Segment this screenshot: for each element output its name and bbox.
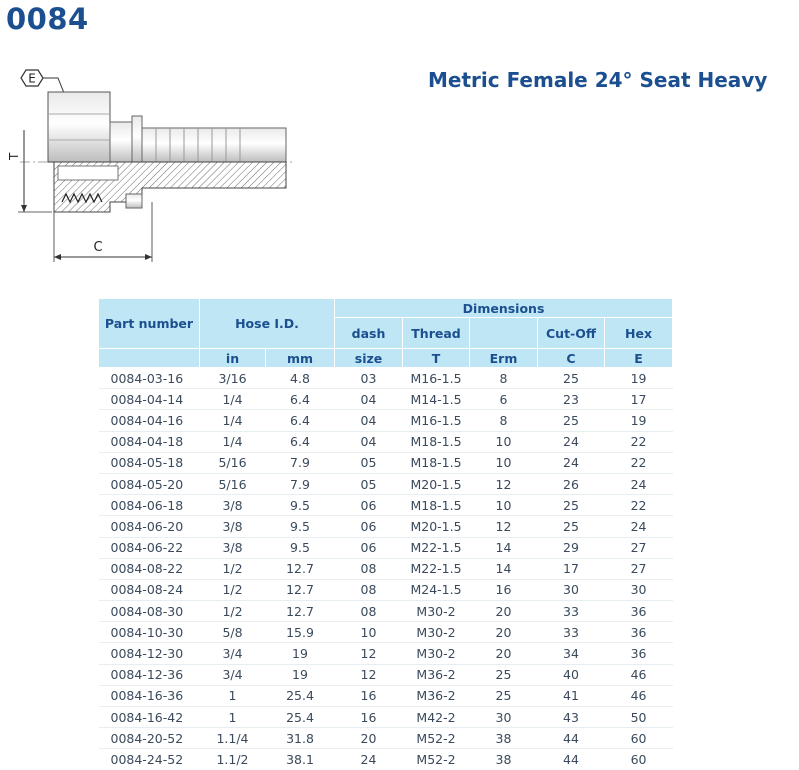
- header-part-number: Part number: [99, 299, 200, 349]
- thread-cell: M22-1.5: [403, 558, 470, 579]
- part-number-cell: 0084-16-36: [99, 685, 200, 706]
- hex-cell: 46: [605, 685, 673, 706]
- dash-size-cell: 06: [335, 537, 403, 558]
- hex-cell: 36: [605, 622, 673, 643]
- erm-cell: 25: [470, 664, 538, 685]
- thread-cell: M42-2: [403, 707, 470, 728]
- header-c: C: [538, 349, 605, 368]
- hose-in-cell: 5/16: [200, 473, 266, 494]
- table-row: [99, 431, 673, 452]
- thread-cell: M52-2: [403, 728, 470, 749]
- erm-cell: 10: [470, 431, 538, 452]
- hex-nut: [48, 92, 110, 162]
- dash-size-cell: 04: [335, 389, 403, 410]
- part-number-cell: 0084-08-30: [99, 601, 200, 622]
- part-number-cell: 0084-03-16: [110, 370, 184, 386]
- cutoff-cell: 44: [538, 728, 605, 749]
- table-body: [99, 368, 673, 770]
- hose-in-cell: 3/8: [200, 495, 266, 516]
- hex-cell: 36: [605, 643, 673, 664]
- hex-cell: 17: [605, 389, 673, 410]
- hex-cell: 24: [605, 516, 673, 537]
- hose-mm-cell: 19: [266, 643, 335, 664]
- erm-cell: 20: [470, 622, 538, 643]
- hex-cell: 19: [605, 410, 673, 431]
- hex-cell: 24: [605, 473, 673, 494]
- header-erm: Erm: [470, 349, 538, 368]
- dash-size-cell: 24: [335, 749, 403, 770]
- header-e: E: [605, 349, 673, 368]
- table-row: [99, 664, 673, 685]
- thread-cell: M36-2: [403, 664, 470, 685]
- table-row: [99, 452, 673, 473]
- erm-cell: 14: [470, 558, 538, 579]
- hex-cell: 27: [605, 558, 673, 579]
- thread-cell: M20-1.5: [403, 516, 470, 537]
- dash-size-cell: 06: [335, 495, 403, 516]
- dimension-t: [7, 130, 52, 212]
- hex-cell: 60: [605, 749, 673, 770]
- erm-cell: 14: [470, 537, 538, 558]
- cutoff-cell: 43: [538, 707, 605, 728]
- header-thread: Thread: [403, 318, 470, 349]
- header-blank: [470, 318, 538, 349]
- hex-cell: 19: [630, 370, 647, 386]
- label-t: T: [7, 152, 21, 160]
- table-row: [99, 516, 673, 537]
- hose-in-cell: 1: [200, 685, 266, 706]
- part-number-cell: 0084-10-30: [99, 622, 200, 643]
- header-hose-id: Hose I.D.: [200, 299, 335, 349]
- cutoff-cell: 24: [538, 452, 605, 473]
- hose-mm-cell: 9.5: [266, 516, 335, 537]
- erm-cell: 12: [470, 473, 538, 494]
- hex-cell: 22: [605, 495, 673, 516]
- specification-table: [98, 298, 673, 770]
- product-title: Metric Female 24° Seat Heavy: [428, 68, 768, 92]
- header-dash: dash: [335, 318, 403, 349]
- part-number-cell: 0084-06-22: [99, 537, 200, 558]
- hose-mm-cell: 19: [266, 664, 335, 685]
- table-row: [99, 389, 673, 410]
- hose-in-cell: 1/2: [200, 558, 266, 579]
- header-cutoff: Cut-Off: [538, 318, 605, 349]
- hose-mm-cell: 25.4: [266, 685, 335, 706]
- thread-cell: M20-1.5: [403, 473, 470, 494]
- part-number-cell: 0084-12-30: [99, 643, 200, 664]
- header-mm: mm: [266, 349, 335, 368]
- hose-mm-cell: 12.7: [266, 558, 335, 579]
- table-row: [99, 707, 673, 728]
- header-t: T: [403, 349, 470, 368]
- erm-cell: 8: [470, 410, 538, 431]
- cutoff-cell: 41: [538, 685, 605, 706]
- erm-cell: 10: [470, 495, 538, 516]
- hose-in-cell: 1/4: [200, 431, 266, 452]
- hose-in-cell: 3/8: [200, 537, 266, 558]
- dash-size-cell: 16: [335, 707, 403, 728]
- thread-cell: M52-2: [403, 749, 470, 770]
- dash-size-cell: 12: [335, 664, 403, 685]
- thread-cell: M30-2: [403, 601, 470, 622]
- hex-cell: 36: [605, 601, 673, 622]
- fitting-drawing: [6, 62, 296, 267]
- part-number-cell: 0084-04-18: [99, 431, 200, 452]
- part-number-cell: 0084-16-42: [99, 707, 200, 728]
- hose-in-cell: 1.1/2: [200, 749, 266, 770]
- hose-in-cell: 1.1/4: [200, 728, 266, 749]
- header-hex: Hex: [605, 318, 673, 349]
- hose-in-cell: 3/4: [200, 643, 266, 664]
- hose-mm-cell: 6.4: [266, 431, 335, 452]
- hose-mm-cell: 31.8: [266, 728, 335, 749]
- thread-cell: M30-2: [403, 622, 470, 643]
- cutoff-cell: 33: [538, 622, 605, 643]
- label-c: C: [93, 240, 103, 255]
- hex-cell: 50: [605, 707, 673, 728]
- part-number-cell: 0084-05-20: [99, 473, 200, 494]
- cutoff-cell: 17: [538, 558, 605, 579]
- hose-in-cell: 1/2: [200, 601, 266, 622]
- table-row: [99, 728, 673, 749]
- part-number-cell: 0084-04-16: [99, 410, 200, 431]
- hose-in-cell: 3/4: [200, 664, 266, 685]
- hex-cell: 60: [605, 728, 673, 749]
- part-number-cell: 0084-05-18: [99, 452, 200, 473]
- hex-cell: 27: [605, 537, 673, 558]
- dash-size-cell: 20: [335, 728, 403, 749]
- hose-mm-cell: 15.9: [266, 622, 335, 643]
- section-view: [48, 162, 286, 212]
- table-row: [99, 685, 673, 706]
- table-row: [99, 601, 673, 622]
- table-row: [99, 579, 673, 600]
- dash-size-cell: 04: [335, 410, 403, 431]
- part-number-cell: 0084-06-18: [99, 495, 200, 516]
- part-number-cell: 0084-12-36: [99, 664, 200, 685]
- thread-cell: M30-2: [403, 643, 470, 664]
- table-row: [99, 473, 673, 494]
- erm-cell: 20: [470, 601, 538, 622]
- dash-size-cell: 08: [335, 558, 403, 579]
- part-number-cell: 0084-04-14: [99, 389, 200, 410]
- erm-cell: 10: [470, 452, 538, 473]
- table-row: [99, 537, 673, 558]
- dash-size-cell: 05: [335, 473, 403, 494]
- erm-cell: 8: [499, 370, 508, 386]
- dash-size-cell: 08: [335, 601, 403, 622]
- table-row: [99, 622, 673, 643]
- erm-cell: 38: [470, 728, 538, 749]
- dash-size-cell: 03: [360, 370, 377, 386]
- header-size: size: [335, 349, 403, 368]
- cutoff-cell: 30: [538, 579, 605, 600]
- cutoff-cell: 24: [538, 431, 605, 452]
- header-in: in: [200, 349, 266, 368]
- thread-cell: M18-1.5: [403, 495, 470, 516]
- thread-cell: M16-1.5: [403, 410, 470, 431]
- dash-size-cell: 16: [335, 685, 403, 706]
- thread-cell: M16-1.5: [410, 370, 462, 386]
- header-dimensions: Dimensions: [335, 299, 673, 318]
- hex-cell: 22: [605, 431, 673, 452]
- dash-size-cell: 06: [335, 516, 403, 537]
- part-number-cell: 0084-08-22: [99, 558, 200, 579]
- erm-cell: 20: [470, 643, 538, 664]
- header-part-blank: [99, 349, 200, 368]
- table-row: [99, 558, 673, 579]
- hose-in-cell: 1/2: [200, 579, 266, 600]
- table-row: [99, 410, 673, 431]
- cutoff-cell: 33: [538, 601, 605, 622]
- hose-mm-cell: 7.9: [266, 473, 335, 494]
- erm-cell: 38: [470, 749, 538, 770]
- cutoff-cell: 29: [538, 537, 605, 558]
- hose-mm-cell: 7.9: [266, 452, 335, 473]
- cutoff-cell: 44: [538, 749, 605, 770]
- hose-in-cell: 1/4: [200, 389, 266, 410]
- dash-size-cell: 12: [335, 643, 403, 664]
- table-row: [99, 749, 673, 770]
- fitting-drawing-svg: [6, 62, 296, 267]
- table-row: [99, 368, 673, 389]
- hose-mm-cell: 6.4: [266, 389, 335, 410]
- part-number-cell: 0084-08-24: [99, 579, 200, 600]
- cutoff-cell: 25: [538, 516, 605, 537]
- cutoff-cell: 25: [563, 370, 579, 386]
- dash-size-cell: 10: [335, 622, 403, 643]
- hose-in-cell: 1: [200, 707, 266, 728]
- cutoff-cell: 40: [538, 664, 605, 685]
- dash-size-cell: 05: [335, 452, 403, 473]
- thread-cell: M14-1.5: [403, 389, 470, 410]
- part-number-cell: 0084-06-20: [99, 516, 200, 537]
- hose-in-cell: 3/8: [200, 516, 266, 537]
- hex-cell: 22: [605, 452, 673, 473]
- hex-cell: 30: [605, 579, 673, 600]
- hex-cell: 46: [605, 664, 673, 685]
- hose-mm-cell: 4.8: [290, 370, 310, 386]
- part-number-cell: 0084-24-52: [99, 749, 200, 770]
- hose-mm-cell: 12.7: [266, 579, 335, 600]
- hose-mm-cell: 38.1: [266, 749, 335, 770]
- product-code: 0084: [6, 2, 89, 36]
- hose-mm-cell: 9.5: [266, 495, 335, 516]
- part-number-cell: 0084-20-52: [99, 728, 200, 749]
- hose-mm-cell: 9.5: [266, 537, 335, 558]
- hose-mm-cell: 6.4: [266, 410, 335, 431]
- hose-mm-cell: 25.4: [266, 707, 335, 728]
- cutoff-cell: 25: [538, 410, 605, 431]
- dash-size-cell: 08: [335, 579, 403, 600]
- thread-cell: M18-1.5: [403, 452, 470, 473]
- cutoff-cell: 26: [538, 473, 605, 494]
- table-row: [99, 643, 673, 664]
- table-row: [99, 495, 673, 516]
- hose-in-cell: 5/16: [200, 452, 266, 473]
- hose-in-cell: 3/16: [218, 370, 247, 386]
- erm-cell: 6: [470, 389, 538, 410]
- erm-cell: 12: [470, 516, 538, 537]
- thread-cell: M24-1.5: [403, 579, 470, 600]
- thread-cell: M22-1.5: [403, 537, 470, 558]
- thread-cell: M36-2: [403, 685, 470, 706]
- label-e: E: [28, 71, 36, 86]
- erm-cell: 25: [470, 685, 538, 706]
- barbed-tail: [142, 128, 286, 162]
- hose-mm-cell: 12.7: [266, 601, 335, 622]
- erm-cell: 16: [470, 579, 538, 600]
- dash-size-cell: 04: [335, 431, 403, 452]
- thread-cell: M18-1.5: [403, 431, 470, 452]
- cutoff-cell: 23: [538, 389, 605, 410]
- hose-in-cell: 5/8: [200, 622, 266, 643]
- cutoff-cell: 34: [538, 643, 605, 664]
- cutoff-cell: 25: [538, 495, 605, 516]
- erm-cell: 30: [470, 707, 538, 728]
- hose-in-cell: 1/4: [200, 410, 266, 431]
